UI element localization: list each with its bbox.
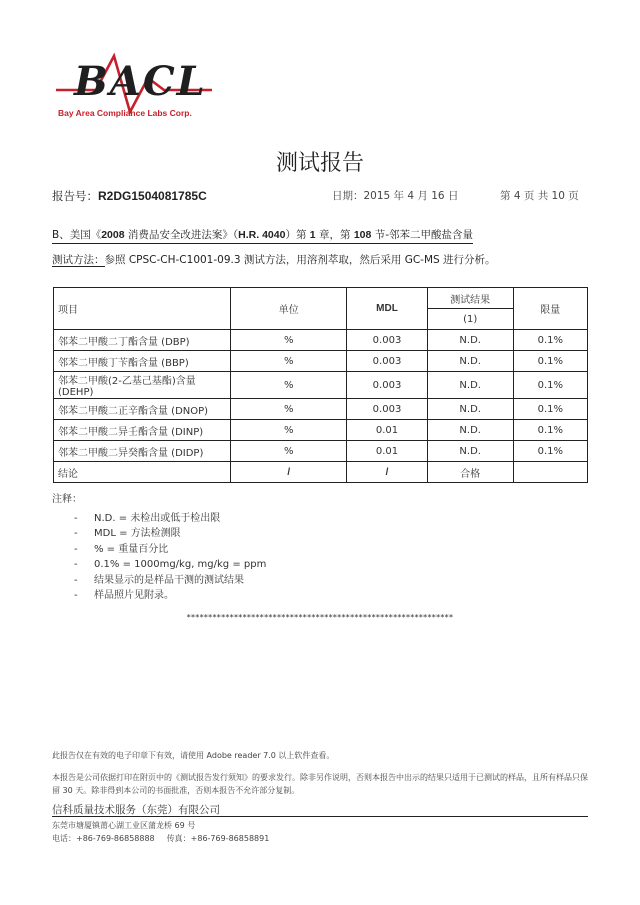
conclusion-result: 合格 [427,462,513,483]
row-unit: % [231,330,347,351]
row-mdl: 0.003 [347,372,428,399]
section-heading [52,227,473,244]
row-limit: 0.1% [513,330,587,351]
page-indicator: 第 4 页 共 10 页 [500,190,579,202]
row-unit: % [231,372,347,399]
header-unit: 单位 [231,288,347,330]
company-fax: 传真：+86-769-86858891 [166,834,270,843]
conclusion-limit [513,462,587,483]
note-item: - % = 重量百分比 [74,542,266,558]
logo-wordmark: BACL [74,58,207,105]
end-of-report-marker: ************************************************************** [186,613,454,622]
row-result: N.D. [427,372,513,399]
note-item: - N.D. = 未检出或低于检出限 [74,511,266,527]
row-result: N.D. [427,441,513,462]
table-row [54,351,588,372]
report-date: 日期：2015 年 4 月 16 日 [332,190,459,202]
section-act-year: 2008 [101,229,125,241]
company-address: 东莞市塘厦镇莆心湖工业区蒲龙桥 69 号 [52,821,196,830]
row-item: 邻苯二甲酸二丁酯含量 (DBP) [54,330,231,351]
header-mdl: MDL [347,288,428,330]
section-number: 108 [353,229,372,241]
conclusion-mdl: / [347,462,428,483]
row-limit: 0.1% [513,351,587,372]
row-unit: % [231,441,347,462]
conclusion-row [54,462,588,483]
conclusion-unit: / [231,462,347,483]
row-mdl: 0.01 [347,420,428,441]
header-result: 测试结果 [427,288,513,309]
test-method-text: 参照 CPSC-CH-C1001-09.3 测试方法，用溶剂萃取，然后采用 GC-MS 进行分析。 [104,254,496,266]
row-mdl: 0.003 [347,330,428,351]
row-mdl: 0.003 [347,399,428,420]
footer-disclaimer: 本报告是公司依据打印在附页中的《测试报告发行须知》的要求发行。除非另作说明，否则本报告中出示的结果只适用于已测试的样品，且所有样品只保留 30 天。除非得到本公司的书面批准，否则本报告不允许部分复制。 [52,773,588,795]
notes [52,492,266,604]
row-result: N.D. [427,330,513,351]
table-row [54,372,588,399]
note-item: - 0.1% = 1000mg/kg, mg/kg = ppm [74,557,266,573]
table-header-row [54,288,588,309]
conclusion-label: 结论 [54,462,231,483]
company-contact [52,833,269,844]
notes-title: 注释： [52,494,82,505]
table-row [54,420,588,441]
header-limit: 限量 [513,288,587,330]
note-item: - 样品照片见附录。 [74,588,266,604]
table-row [54,399,588,420]
row-limit: 0.1% [513,372,587,399]
section-act-name: 消费品安全改进法案》（ [124,229,239,241]
row-limit: 0.1% [513,441,587,462]
table-row [54,330,588,351]
footer-divider [52,816,588,817]
test-method [52,252,496,267]
company-name: 信科质量技术服务（东莞）有限公司 [52,804,220,816]
notes-list [74,511,266,604]
page-title: 测试报告 [275,151,364,176]
note-item: - 结果显示的是样品干测的测试结果 [74,573,266,589]
row-item: 邻苯二甲酸二异壬酯含量 (DINP) [54,420,231,441]
row-limit: 0.1% [513,399,587,420]
header-item: 项目 [54,288,231,330]
row-item: 邻苯二甲酸二异癸酯含量 (DIDP) [54,441,231,462]
row-result: N.D. [427,399,513,420]
section-bill: H.R. 4040 [238,229,286,241]
company-phone: 电话：+86-769-86858888 [52,834,155,843]
row-unit: % [231,420,347,441]
report-number-label: 报告号： [52,189,98,203]
test-method-label: 测试方法： [52,254,105,266]
footer-validity-note: 此报告仅在有效的电子印章下有效，请使用 Adobe reader 7.0 以上软件查看。 [52,751,335,760]
report-number: R2DG1504081785C [98,189,207,203]
section-mid2: 章，第 [315,229,354,241]
section-prefix: B、美国《 [52,229,102,241]
row-unit: % [231,399,347,420]
row-result: N.D. [427,420,513,441]
row-mdl: 0.01 [347,441,428,462]
table-row [54,441,588,462]
row-result: N.D. [427,351,513,372]
section-suffix: 节-邻苯二甲酸盐含量 [371,229,473,241]
row-item: 邻苯二甲酸(2-乙基己基酯)含量 (DEHP) [54,372,231,399]
row-mdl: 0.003 [347,351,428,372]
row-item: 邻苯二甲酸丁苄酯含量 (BBP) [54,351,231,372]
row-item: 邻苯二甲酸二正辛酯含量 (DNOP) [54,399,231,420]
row-unit: % [231,351,347,372]
section-chapter: 1 [309,229,316,241]
header-result-sub: (1) [427,309,513,330]
logo-subtitle: Bay Area Compliance Labs Corp. [58,108,192,118]
row-limit: 0.1% [513,420,587,441]
section-mid1: ）第 [285,229,310,241]
note-item: - MDL = 方法检测限 [74,526,266,542]
report-number-line [52,188,207,204]
results-table [53,287,588,483]
